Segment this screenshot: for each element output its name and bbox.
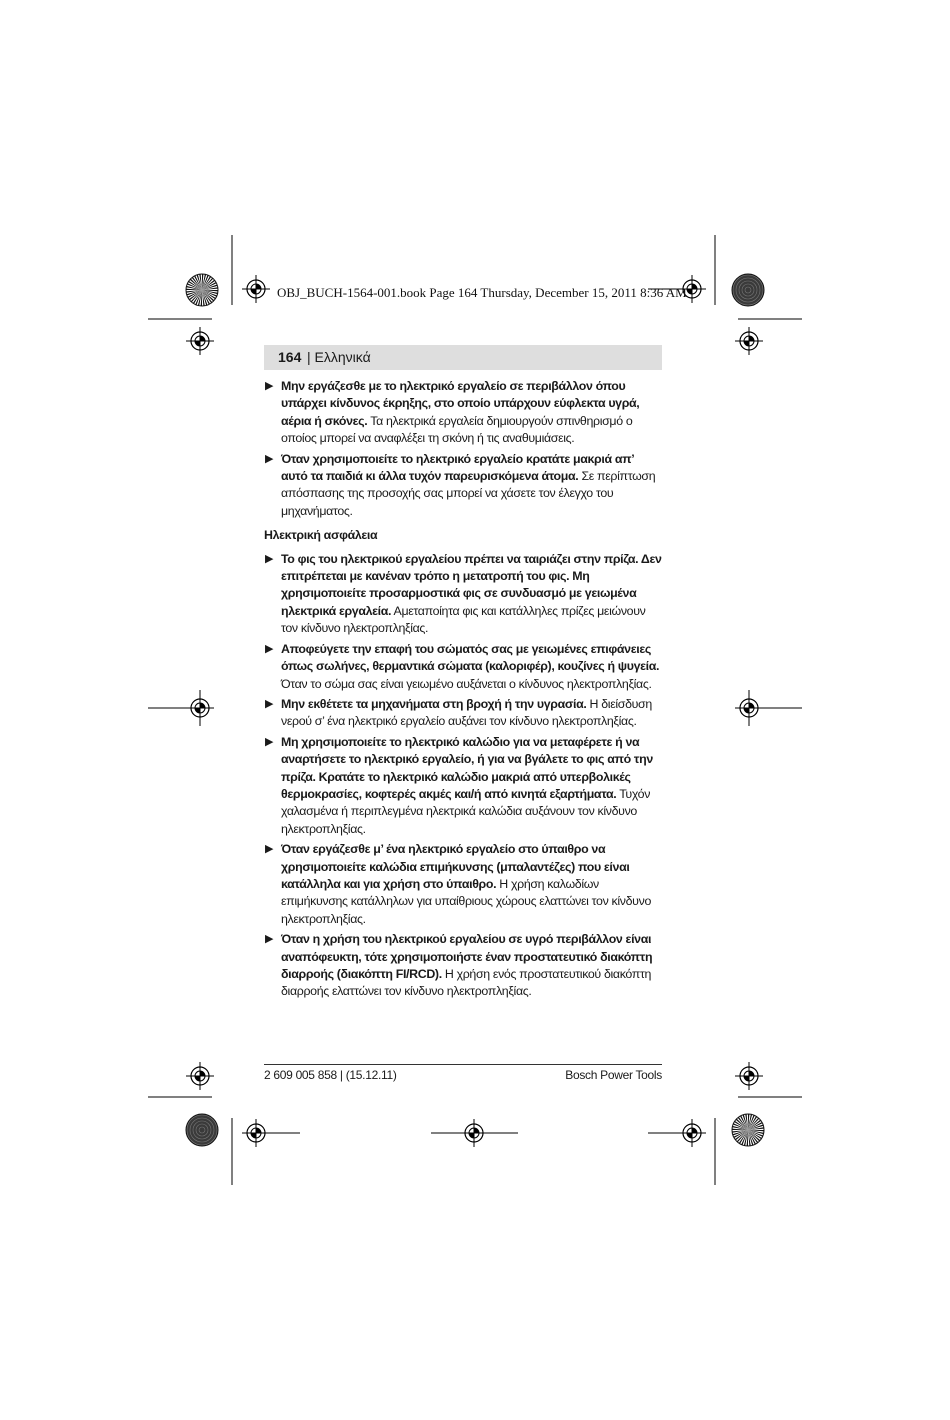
safety-item-explanation: Σε περίπτωση απόσπασης της προσοχής σας μπορεί να χάσετε τον έλεγχο του μηχανήματος. <box>281 469 656 518</box>
bullet-arrow-icon: ▶ <box>265 933 274 946</box>
bullet-arrow-icon: ▶ <box>265 380 274 392</box>
safety-item <box>264 734 662 838</box>
registration-target-icon <box>678 1119 706 1147</box>
registration-target-icon <box>242 275 270 303</box>
safety-item <box>264 378 662 448</box>
registration-target-icon <box>186 1062 214 1090</box>
footer-rule <box>264 1064 662 1065</box>
registration-target-icon <box>735 1062 763 1090</box>
registration-target-icon <box>735 694 763 722</box>
safety-item-warning: Όταν η χρήση του ηλεκτρικού εργαλείου σε υγρό περιβάλλον είναι αναπόφευκτη, τότε χρησιμοποιήστε έναν προστατευτικό διακόπτη διαρροής (διακόπτη FI/RCD). <box>281 932 653 981</box>
registration-target-icon <box>460 1119 488 1147</box>
page-header <box>264 345 662 370</box>
safety-list-a <box>264 378 662 520</box>
section-title: | Ελληνικά <box>307 349 371 365</box>
safety-item-explanation: Τα ηλεκτρικά εργαλεία δημιουργούν σπινθηρισμό ο οποίος μπορεί να αναφλέξει τη σκόνη ή τις αναθυμιάσεις. <box>281 413 633 446</box>
safety-item-warning: Όταν εργάζεσθε μ’ ένα ηλεκτρικό εργαλείο στο ύπαιθρο να χρησιμοποιείτε καλώδια επιμήκυνσης (μπαλαντέζες) που είναι κατάλληλα και για χρήση στο ύπαιθρο. <box>281 842 630 891</box>
safety-item-explanation: Η χρήση καλωδίων επιμήκυνσης κατάλληλων για υπαίθριους χώρους ελαττώνει τον κίνδυνο ηλεκτροπληξίας. <box>281 876 651 926</box>
bullet-arrow-icon: ▶ <box>265 642 274 655</box>
safety-item-explanation: Τυχόν χαλασμένα ή περιπλεγμένα ηλεκτρικά καλώδια αυξάνουν τον κίνδυνο ηλεκτροπληξίας. <box>281 786 651 836</box>
safety-item <box>264 641 662 693</box>
bullet-arrow-icon: ▶ <box>265 843 274 856</box>
bullet-arrow-icon: ▶ <box>265 697 274 710</box>
safety-item <box>264 451 662 521</box>
registration-target-icon <box>186 327 214 355</box>
safety-item-warning: Αποφεύγετε την επαφή του σώματός σας με γειωμένες επιφάνειες όπως σωλήνες, θερμαντικά σώματα (καλοριφέρ), κουζίνες ή ψυγεία. <box>281 641 660 674</box>
safety-item-warning: Μη χρησιμοποιείτε το ηλεκτρικό καλώδιο για να μεταφέρετε ή να αναρτήσετε το ηλεκτρικό εργαλείο, ή για να βγάλετε το φις από την πρίζα. Κρατάτε το ηλεκτρικό καλώδιο μακριά από υπερβολικές θερμοκρασίες, κοφτερές ακμές και/ή από κινητά εξαρτήματα. <box>281 734 653 801</box>
color-calibration-wheel-icon <box>732 274 764 306</box>
registration-target-icon <box>242 1119 270 1147</box>
subheading-electrical-safety: Ηλεκτρική ασφάλεια <box>264 528 378 543</box>
footer-doc-number: 2 609 005 858 | (15.12.11) <box>264 1068 397 1082</box>
color-calibration-wheel-icon <box>186 1114 218 1146</box>
color-calibration-wheel-icon <box>732 1114 764 1146</box>
safety-list-b <box>264 551 662 1001</box>
print-slug: OBJ_BUCH-1564-001.book Page 164 Thursday, December 15, 2011 8:36 AM <box>277 285 687 300</box>
safety-item <box>264 931 662 1001</box>
safety-item-warning: Μην εκθέτετε τα μηχανήματα στη βροχή ή την υγρασία. <box>281 696 587 711</box>
registration-target-icon <box>186 694 214 722</box>
safety-item <box>264 696 662 731</box>
safety-item <box>264 841 662 928</box>
footer-brand: Bosch Power Tools <box>565 1068 662 1082</box>
color-calibration-wheel-icon <box>186 274 218 306</box>
safety-item-explanation: Η χρήση ενός προστατευτικού διακόπτη διαρροής ελαττώνει τον κίνδυνο ηλεκτροπληξίας. <box>281 967 652 999</box>
safety-item-explanation: Η διείσδυση νερού σ’ ένα ηλεκτρικό εργαλείο αυξάνει τον κίνδυνο ηλεκτροπληξίας. <box>281 696 652 729</box>
page-number: 164 <box>278 349 302 365</box>
safety-item-warning: Το φις του ηλεκτρικού εργαλείου πρέπει να ταιριάζει στην πρίζα. Δεν επιτρέπεται με κανέναν τρόπο η μετατροπή του φις. Μη χρησιμοποιείτε προσαρμοστικά φις σε συνδυασμό με γειωμένα ηλεκτρικά εργαλεία. <box>281 551 662 618</box>
main-content <box>264 378 662 1004</box>
bullet-arrow-icon: ▶ <box>265 735 274 748</box>
safety-item <box>264 551 662 638</box>
safety-item-warning: Όταν χρησιμοποιείτε το ηλεκτρικό εργαλείο κρατάτε μακριά απ’ αυτό τα παιδιά κι άλλα τυχόν παρευρισκόμενα άτομα. <box>281 451 634 484</box>
safety-item-warning: Μην εργάζεσθε με το ηλεκτρικό εργαλείο σε περιβάλλον όπου υπάρχει κίνδυνος έκρηξης, στο οποίο υπάρχουν εύφλεκτα υγρά, αέρια ή σκόνες. <box>281 379 640 428</box>
bullet-arrow-icon: ▶ <box>265 452 274 465</box>
safety-item-explanation: Αμεταποίητα φις και κατάλληλες πρίζες μειώνουν τον κίνδυνο ηλεκτροπληξίας. <box>281 603 646 636</box>
registration-target-icon <box>735 327 763 355</box>
bullet-arrow-icon: ▶ <box>265 552 274 565</box>
safety-item-explanation: Όταν το σώμα σας είναι γειωμένο αυξάνεται ο κίνδυνος ηλεκτροπληξίας. <box>281 676 652 691</box>
